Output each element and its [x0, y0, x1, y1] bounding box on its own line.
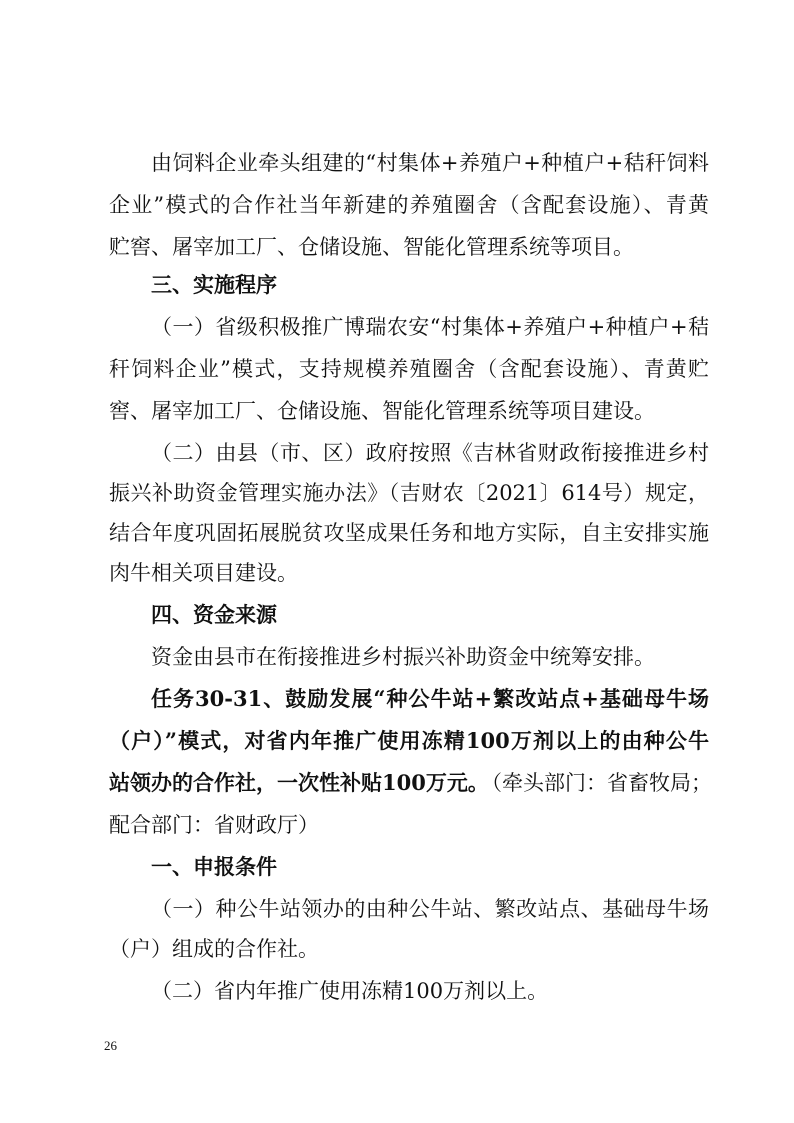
task-title-line: 任务30-31、鼓励发展“种公牛站+繁改站点+基础母牛场 — [151, 686, 709, 711]
section-heading: 三、实施程序 — [151, 273, 277, 297]
lead-department: （牵头部门：省畜牧局； — [481, 771, 712, 795]
body-line: 振兴补助资金管理实施办法》（吉财农〔2021〕614号）规定， — [109, 481, 709, 505]
body-line: 资金由县市在衔接推进乡村振兴补助资金中统筹安排。 — [151, 645, 655, 669]
page-number: 26 — [104, 1038, 117, 1053]
body-line: 秆饲料企业”模式，支持规模养殖圈舍（含配套设施）、青黄贮 — [109, 357, 709, 381]
body-line: 由饲料企业牵头组建的“村集体+养殖户+种植户+秸秆饲料 — [151, 151, 709, 175]
body-line: （户）组成的合作社。 — [109, 937, 319, 961]
section-heading: 四、资金来源 — [151, 603, 277, 627]
body-line: 企业”模式的合作社当年新建的养殖圈舍（含配套设施）、青黄 — [109, 193, 709, 217]
body-line: 贮窖、屠宰加工厂、仓储设施、智能化管理系统等项目。 — [109, 235, 634, 259]
section-heading: 一、申报条件 — [151, 855, 277, 879]
body-line: （一）省级积极推广博瑞农安“村集体+养殖户+种植户+秸 — [151, 315, 709, 339]
body-line: 肉牛相关项目建设。 — [109, 561, 298, 585]
task-title-line: （户）”模式，对省内年推广使用冻精100万剂以上的由种公牛 — [109, 728, 709, 753]
body-line: （一）种公牛站领办的由种公牛站、繁改站点、基础母牛场 — [151, 897, 709, 921]
support-department: 配合部门：省财政厅） — [109, 813, 319, 837]
task-title-line: 站领办的合作社，一次性补贴100万元。 — [109, 770, 489, 795]
body-line: 结合年度巩固拓展脱贫攻坚成果任务和地方实际，自主安排实施 — [109, 521, 709, 545]
body-line: （二）省内年推广使用冻精100万剂以上。 — [151, 979, 549, 1003]
body-line: （二）由县（市、区）政府按照《吉林省财政衔接推进乡村 — [151, 441, 709, 465]
body-line: 窖、屠宰加工厂、仓储设施、智能化管理系统等项目建设。 — [109, 399, 655, 423]
